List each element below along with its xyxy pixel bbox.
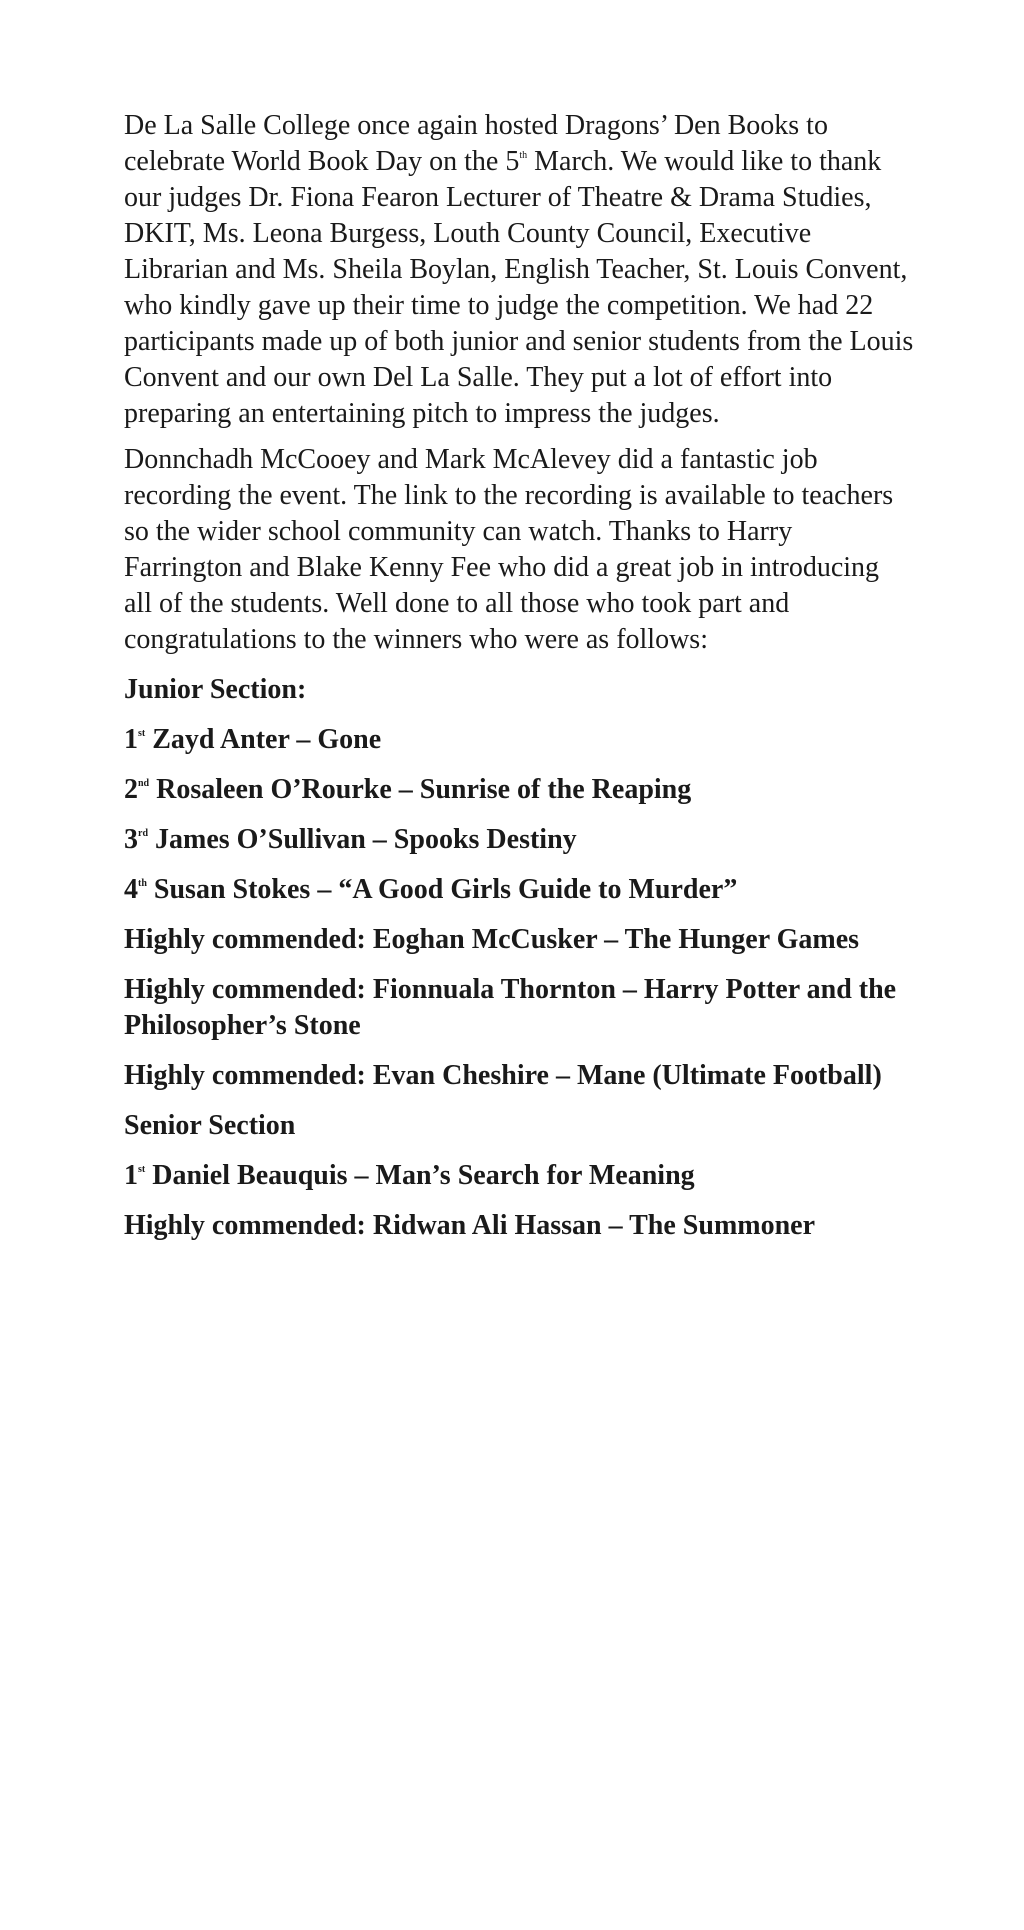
place-winner: Rosaleen O’Rourke – Sunrise of the Reaping: [149, 774, 692, 805]
junior-place-3: [124, 822, 914, 858]
place-suffix: st: [138, 728, 146, 739]
intro-text-part2: March. We would like to thank our judges Dr. Fiona Fearon Lecturer of Theatre & Drama Studies, DKIT, Ms. Leona Burgess, Louth County Council, Executive Librarian and Ms. Sheila Boylan, English Teacher, St. Louis Convent, who kindly gave up their time to judge the competition. We had 22 participants made up of both junior and senior students from the Louis Convent and our own Del La Salle. They put a lot of effort into preparing an entertaining pitch to impress the judges.: [124, 146, 914, 429]
junior-section-heading: Junior Section:: [124, 674, 307, 705]
place-suffix: rd: [138, 828, 148, 839]
place-winner: James O’Sullivan – Spooks Destiny: [148, 824, 577, 855]
intro-paragraph: [124, 108, 914, 432]
place-suffix: st: [138, 1164, 146, 1175]
article-body: [124, 108, 914, 1258]
junior-place-1: [124, 722, 914, 758]
place-number: 1: [124, 1160, 138, 1191]
senior-commended-1: Highly commended: Ridwan Ali Hassan – The Summoner: [124, 1210, 816, 1241]
place-suffix: nd: [138, 778, 150, 789]
junior-commended-2: Highly commended: Fionnuala Thornton – Harry Potter and the Philosopher’s Stone: [124, 974, 897, 1041]
junior-commended-1: Highly commended: Eoghan McCusker – The Hunger Games: [124, 924, 860, 955]
junior-place-2: [124, 772, 914, 808]
senior-place-1: [124, 1158, 914, 1194]
place-winner: Daniel Beauquis – Man’s Search for Meaning: [145, 1160, 695, 1191]
place-number: 2: [124, 774, 138, 805]
place-number: 1: [124, 724, 138, 755]
place-number: 3: [124, 824, 138, 855]
place-winner: Zayd Anter – Gone: [145, 724, 382, 755]
place-winner: Susan Stokes – “A Good Girls Guide to Murder”: [146, 874, 738, 905]
intro-text-part1: De La Salle College once again hosted Dragons’ Den Books to celebrate World Book Day on the 5: [124, 110, 828, 177]
intro-ordinal-suffix: th: [519, 150, 528, 161]
senior-section-heading: Senior Section: [124, 1110, 296, 1141]
recording-paragraph: Donnchadh McCooey and Mark McAlevey did a fantastic job recording the event. The link to the recording is available to teachers so the wider school community can watch. Thanks to Harry Farrington and Blake Kenny Fee who did a great job in introducing all of the students. Well done to all those who took part and congratulations to the winners who were as follows:: [124, 444, 894, 655]
junior-place-4: [124, 872, 914, 908]
place-suffix: th: [138, 878, 147, 889]
junior-commended-3: Highly commended: Evan Cheshire – Mane (Ultimate Football): [124, 1060, 882, 1091]
place-number: 4: [124, 874, 138, 905]
